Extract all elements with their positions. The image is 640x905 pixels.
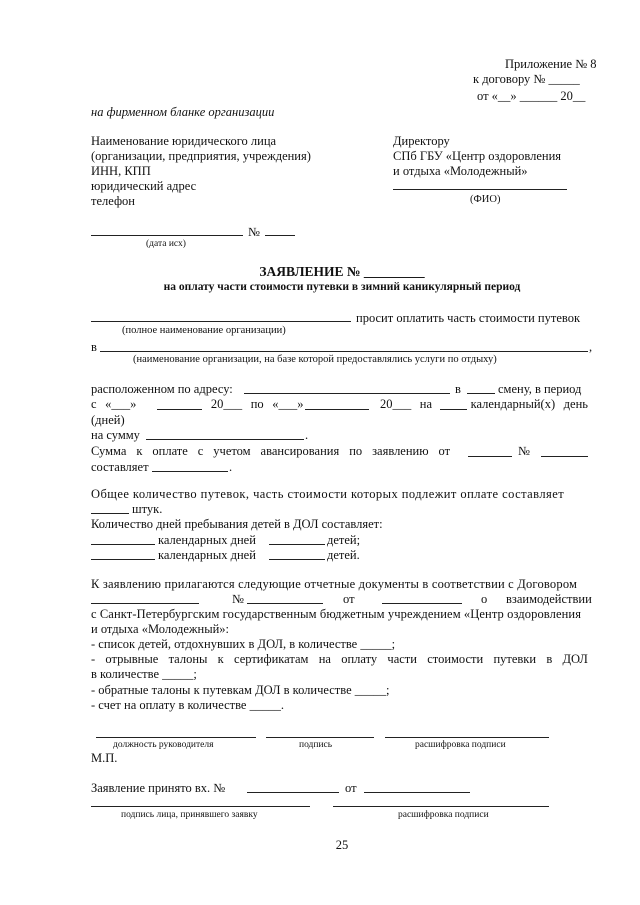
total-vouchers-text: Общее количество путевок, часть стоимости которых подлежит оплате составляет xyxy=(91,487,565,501)
period-end-line[interactable] xyxy=(305,409,369,410)
item2-word: отрывные xyxy=(105,652,159,666)
attachment-item-invoice: - счет на оплату в количестве _____. xyxy=(91,698,284,712)
advance-word: с xyxy=(197,444,204,458)
position-signature-line[interactable] xyxy=(96,737,256,738)
period-word: 20___ xyxy=(210,397,243,411)
shift-line[interactable] xyxy=(467,393,495,394)
item2-word: оплату xyxy=(341,652,378,666)
item2-word: ДОЛ xyxy=(562,652,588,666)
days-word: (дней) xyxy=(91,413,125,427)
item2-word: части xyxy=(387,652,417,666)
period-start-line[interactable] xyxy=(157,409,202,410)
outgoing-no-line[interactable] xyxy=(265,235,295,236)
agreement-about: о xyxy=(481,592,488,606)
accepted-label: Заявление принято вх. № xyxy=(91,781,226,795)
in-prefix: в xyxy=(91,340,97,354)
period-word: 20___ xyxy=(380,397,412,411)
advance-word: оплате xyxy=(152,444,188,458)
organization-name-line[interactable] xyxy=(91,321,351,322)
attachment-item-children-list: - список детей, отдохнувших в ДОЛ, в количестве _____; xyxy=(91,637,396,651)
agreement-no-line[interactable] xyxy=(247,603,323,604)
request-text: просит оплатить часть стоимости путевок xyxy=(356,311,581,325)
sender-legal-address: юридический адрес xyxy=(91,179,197,193)
advance-no-line[interactable] xyxy=(541,456,588,457)
item2-word: к xyxy=(217,652,224,666)
receiver-signature-caption: подпись лица, принявшего заявку xyxy=(121,810,258,820)
fio-caption: (ФИО) xyxy=(470,194,501,205)
attachments-institution-cont: и отдыха «Молодежный»: xyxy=(91,622,230,636)
accepted-number-line[interactable] xyxy=(247,792,339,793)
advance-word: заявлению xyxy=(372,444,429,458)
outgoing-no-label: № xyxy=(248,225,260,239)
sender-name-label: Наименование юридического лица xyxy=(91,134,277,148)
base-organization-caption: (наименование организации, на базе которой предоставлялись услуги по отдыху) xyxy=(133,354,497,365)
receiver-decode-line[interactable] xyxy=(333,806,549,807)
receiver-signature-line[interactable] xyxy=(91,806,310,807)
advance-date-line[interactable] xyxy=(468,456,512,457)
period-word: день xyxy=(563,397,588,411)
addressee-org-line1: СПб ГБУ «Центр оздоровления xyxy=(393,149,562,163)
cal-days-line-2[interactable] xyxy=(91,559,155,560)
organization-name-caption: (полное наименование организации) xyxy=(122,325,286,336)
amount-end: . xyxy=(305,428,309,442)
period-word: по xyxy=(250,397,264,411)
position-caption: должность руководителя xyxy=(113,740,214,750)
total-vouchers-unit: штук. xyxy=(132,502,163,516)
agreement-cooperation: взаимодействии xyxy=(506,592,592,606)
children-label-1: детей; xyxy=(327,533,361,547)
sender-org-type: (организации, предприятия, учреждения) xyxy=(91,149,311,163)
document-subtitle: на оплату части стоимости путевки в зимний каникулярный период xyxy=(163,281,521,293)
attachment-item-certificates-cont: в количестве _____; xyxy=(91,667,197,681)
agreement-no-label: № xyxy=(232,592,244,606)
sender-phone: телефон xyxy=(91,194,135,208)
document-title: ЗАЯВЛЕНИЕ № _________ xyxy=(259,264,425,279)
item2-word: стоимости xyxy=(427,652,484,666)
address-label: расположенном по адресу: xyxy=(91,382,233,396)
attachment-item-return-coupons: - обратные талоны к путевкам ДОЛ в количестве _____; xyxy=(91,683,390,697)
outgoing-date-caption: (дата исх) xyxy=(146,239,186,249)
cal-days-label-1: календарных дней xyxy=(158,533,256,547)
contract-reference: к договору № _____ xyxy=(473,72,580,86)
period-word: с xyxy=(91,397,97,411)
children-line-1[interactable] xyxy=(269,544,325,545)
amount-label: на сумму xyxy=(91,428,140,442)
address-line[interactable] xyxy=(244,393,450,394)
in-suffix: , xyxy=(589,340,593,354)
advance-word: учетом xyxy=(213,444,251,458)
attachment-item-certificates xyxy=(91,652,588,667)
period-word: «___» xyxy=(105,397,137,411)
advance-word: от xyxy=(438,444,451,458)
period-word: «___» xyxy=(272,397,304,411)
cal-days-line-1[interactable] xyxy=(91,544,155,545)
amount-line[interactable] xyxy=(146,439,304,440)
receiver-decode-caption: расшифровка подписи xyxy=(398,810,489,820)
agreement-number-line[interactable] xyxy=(91,603,199,604)
period-word: на xyxy=(419,397,433,411)
advance-word: Сумма xyxy=(91,444,127,458)
advance-row xyxy=(91,444,530,459)
signature-decode-line[interactable] xyxy=(385,737,549,738)
days-stay-label: Количество дней пребывания детей в ДОЛ составляет: xyxy=(91,517,383,531)
cal-days-label-2: календарных дней xyxy=(158,548,256,562)
signature-caption: подпись xyxy=(299,740,333,750)
item2-word: на xyxy=(318,652,331,666)
addressee-director: Директору xyxy=(393,134,450,148)
signature-line[interactable] xyxy=(266,737,374,738)
period-word: календарный(х) xyxy=(470,397,556,411)
outgoing-date-line[interactable] xyxy=(91,235,243,236)
address-in: в xyxy=(455,382,461,396)
accepted-from-label: от xyxy=(345,781,357,795)
appendix-number: Приложение № 8 xyxy=(505,57,597,71)
page-number: 25 xyxy=(335,838,349,852)
attachments-institution: с Санкт-Петербургским государственным бюджетным учреждением «Центр оздоровления xyxy=(91,607,582,621)
addressee-org-line2: и отдыха «Молодежный» xyxy=(393,164,528,178)
item2-word: - xyxy=(91,652,96,666)
children-line-2[interactable] xyxy=(269,559,325,560)
total-vouchers-line[interactable] xyxy=(91,513,129,514)
signature-decode-caption: расшифровка подписи xyxy=(415,740,506,750)
advance-word: к xyxy=(136,444,143,458)
days-count-line[interactable] xyxy=(440,409,467,410)
attachments-intro: К заявлению прилагаются следующие отчетные документы в соответствии с Договором xyxy=(91,577,578,591)
stamp-place: М.П. xyxy=(91,751,118,765)
sender-inn-kpp: ИНН, КПП xyxy=(91,164,151,178)
agreement-date-line[interactable] xyxy=(382,603,462,604)
item2-word: талоны xyxy=(168,652,208,666)
item2-word: путевки xyxy=(493,652,537,666)
advance-word: по xyxy=(349,444,363,458)
children-label-2: детей. xyxy=(327,548,360,562)
advance-total-end: . xyxy=(229,460,233,474)
advance-total-line[interactable] xyxy=(152,471,228,472)
shift-period-label: смену, в период xyxy=(498,382,582,396)
agreement-from-label: от xyxy=(343,592,355,606)
base-organization-line[interactable] xyxy=(100,351,588,352)
advance-total-label: составляет xyxy=(91,460,149,474)
letterhead-note: на фирменном бланке организации xyxy=(91,105,275,119)
item2-word: сертификатам xyxy=(234,652,309,666)
fio-line[interactable] xyxy=(393,189,567,190)
advance-word: № xyxy=(518,444,530,458)
advance-word: авансирования xyxy=(260,444,340,458)
contract-date: от «__» ______ 20__ xyxy=(477,89,586,103)
accepted-date-line[interactable] xyxy=(364,792,470,793)
item2-word: в xyxy=(546,652,553,666)
